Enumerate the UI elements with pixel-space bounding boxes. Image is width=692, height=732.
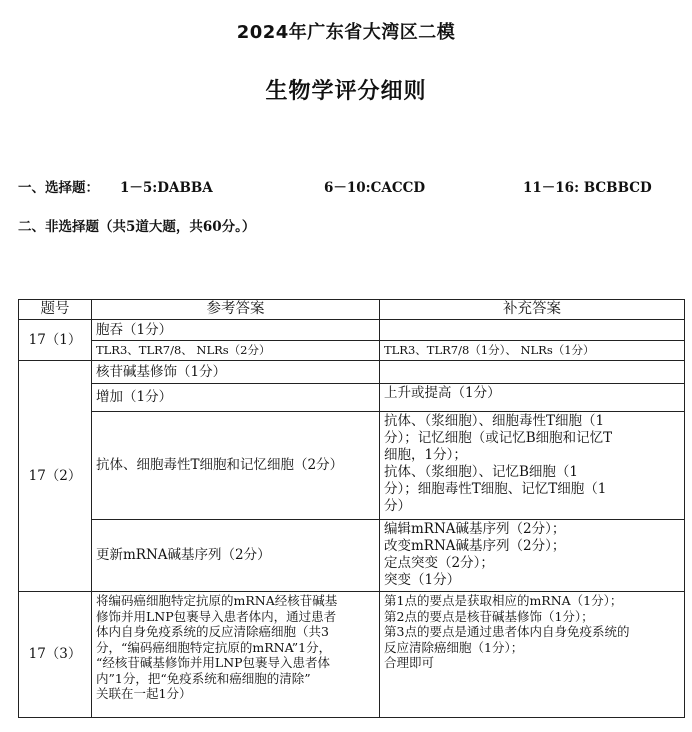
choice-group-1: 1－5:DABBA	[120, 180, 213, 196]
exam-title: 2024年广东省大湾区二模	[236, 22, 456, 43]
supplement-line: 第3点的要点是通过患者体内自身免疫系统的	[384, 624, 630, 639]
supplement-line: 分）	[384, 498, 411, 514]
answer-line: 将编码癌细胞特定抗原的mRNA经核苷碱基	[96, 593, 338, 608]
header-supplement-answer: 补充答案	[380, 300, 685, 320]
answer-cell	[92, 592, 380, 718]
section-choice-label: 一、选择题：	[18, 180, 99, 196]
supplement-line: 合理即可	[384, 655, 435, 670]
answer-line: “经核苷碱基修饰并用LNP包裹导入患者体	[96, 655, 331, 670]
answer-line: 内”1分，把“免疫系统和癌细胞的清除”	[96, 670, 311, 686]
table-row	[19, 592, 685, 718]
table-row	[19, 341, 685, 361]
supplement-cell	[380, 592, 685, 718]
supplement-cell	[380, 320, 685, 341]
supplement-cell	[380, 384, 685, 412]
answer-cell: 核苷碱基修饰（1分）	[92, 361, 380, 384]
supplement-line: 细胞，1分）；	[384, 447, 467, 463]
answer-cell: 更新mRNA碱基序列（2分）	[92, 520, 380, 592]
supplement-cell: TLR3、TLR7/8（1分）、 NLRs（1分）	[380, 341, 685, 361]
answer-line: 修饰并用LNP包裹导入患者体内，通过患者	[96, 608, 337, 624]
supplement-line: 抗体、（浆细胞）、记忆B细胞（1	[384, 464, 579, 480]
supplement-line: 上升或提高（1分）	[384, 385, 501, 401]
supplement-line: 反应清除癌细胞（1分）；	[384, 639, 524, 655]
answer-line: 关联在一起1分）	[96, 686, 192, 701]
supplement-cell	[380, 520, 685, 592]
supplement-line: 改变mRNA碱基序列（2分）；	[384, 538, 566, 554]
supplement-line: 定点突变（2分）；	[384, 555, 494, 571]
section-non-choice: 二、非选择题（共5道大题，共60分。）	[18, 219, 256, 235]
supplement-line: 抗体、（浆细胞）、细胞毒性T细胞（1	[384, 413, 605, 429]
header-number: 题号	[19, 300, 92, 320]
question-number-17-3: 17（3）	[19, 592, 92, 718]
answer-line: 分，“编码癌细胞特定抗原的mRNA”1分，	[96, 639, 332, 655]
supplement-line: 编辑mRNA碱基序列（2分）；	[384, 521, 566, 537]
supplement-cell	[380, 412, 685, 520]
subject-title: 生物学评分细则	[265, 79, 427, 104]
choice-group-3: 11－16: BCBBCD	[523, 180, 652, 196]
question-number-17-1: 17（1）	[19, 320, 92, 361]
supplement-line: 第1点的要点是获取相应的mRNA（1分）；	[384, 593, 623, 608]
table-row	[19, 320, 685, 341]
answer-cell: TLR3、TLR7/8、 NLRs（2分）	[92, 341, 380, 361]
answer-cell: 抗体、细胞毒性T细胞和记忆细胞（2分）	[92, 412, 380, 520]
table-row	[19, 520, 685, 592]
supplement-cell	[380, 361, 685, 384]
supplement-line: 第2点的要点是核苷碱基修饰（1分）；	[384, 608, 594, 624]
table-row	[19, 384, 685, 412]
answer-cell: 增加（1分）	[92, 384, 380, 412]
answer-cell: 胞吞（1分）	[92, 320, 380, 341]
scoring-table	[18, 299, 685, 718]
header-reference-answer: 参考答案	[92, 300, 380, 320]
table-row	[19, 412, 685, 520]
choice-group-2: 6－10:CACCD	[324, 180, 426, 196]
table-header-row	[19, 300, 685, 320]
supplement-line: 突变（1分）	[384, 572, 461, 588]
supplement-line: 分）；记忆细胞（或记忆B细胞和记忆T	[384, 430, 613, 446]
question-number-17-2: 17（2）	[19, 361, 92, 592]
answer-line: 体内自身免疫系统的反应清除癌细胞（共3	[96, 624, 329, 639]
table-row	[19, 361, 685, 384]
supplement-line: 分）；细胞毒性T细胞、记忆T细胞（1	[384, 481, 607, 497]
